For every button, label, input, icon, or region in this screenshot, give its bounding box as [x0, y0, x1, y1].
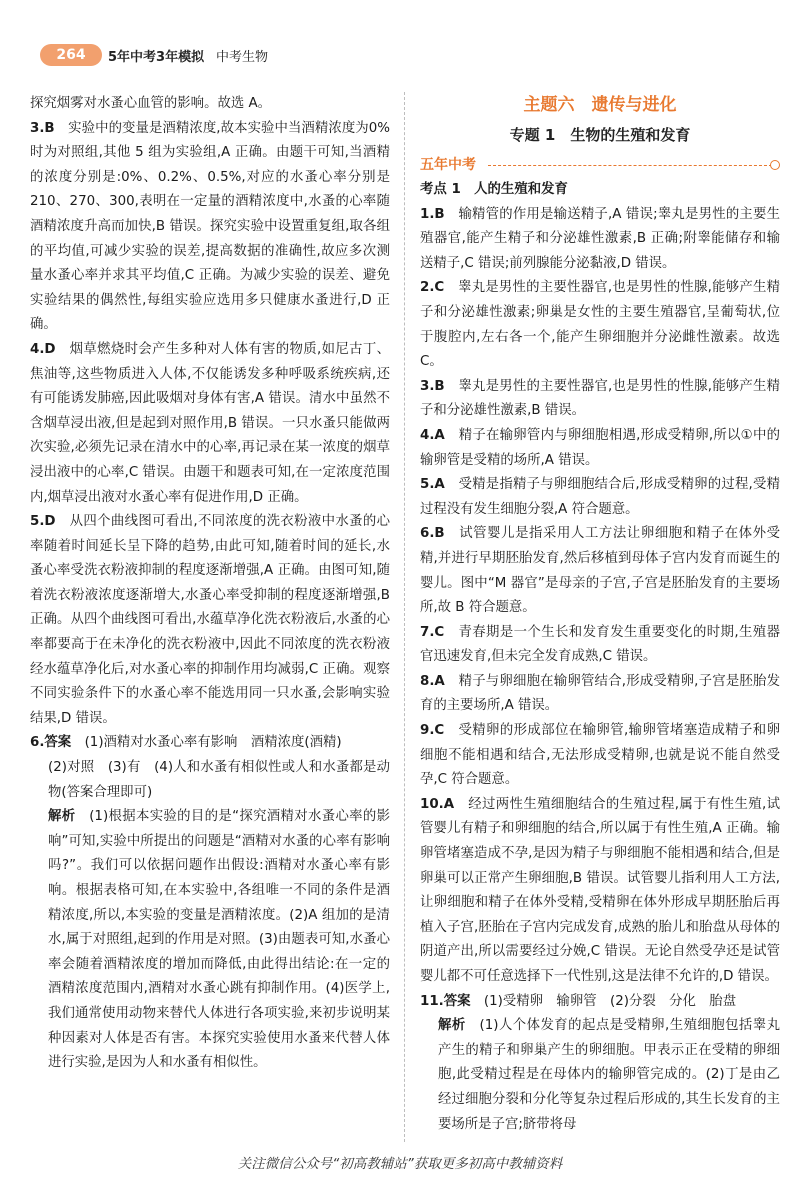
column-divider — [404, 92, 405, 1142]
left-column — [30, 92, 390, 1076]
answer-item: 探究烟雾对水蚤心血管的影响。故选 A。 — [30, 96, 272, 111]
answer-item: 11.答案 (1)受精卵 输卵管 (2)分裂 分化 胎盘 — [420, 993, 737, 1009]
explanation-item: 解析 (1)人个体发育的起点是受精卵,生殖细胞包括睾丸产生的精子和卵巢产生的卵细胞。甲表示正在受精的卵细胞,此受精过程是在母体内的输卵管完成的。(2)丁是由乙经过细胞分裂和分化等复杂过程后形成的,其生长发育的主要场所是子宫;脐带将母 — [438, 1018, 781, 1132]
page-header — [0, 0, 800, 80]
answer-item: 6.B 试管婴儿是指采用人工方法让卵细胞和精子在体外受精,并进行早期胚胎发育,然后移植到母体子宫内发育而诞生的婴儿。图中“M 器官”是母亲的子宫,子宫是胚胎发育的主要场所,故 B 符合题意。 — [420, 526, 781, 616]
answer-item: 5.A 受精是指精子与卵细胞结合后,形成受精卵的过程,受精过程没有发生细胞分裂,A 符合题意。 — [420, 477, 781, 517]
book-subtitle: 中考生物 — [216, 50, 269, 65]
explanation-item: 解析 (1)根据本实验的目的是“探究酒精对水蚤心率的影响”可知,实验中所提出的问题是“酒精对水蚤的心率有影响吗?”。我们可以依据问题作出假设:酒精对水蚤心率有影响。根据表格可知,在本实验中,各组唯一不同的条件是酒精浓度,所以,本实验的变量是酒精浓度。(2)A 组加的是清水,属于对照组,起到的作用是对照。(3)由题表可知,水蚤心率会随着酒精浓度的增加而降低,由此得出结论:在一定的酒精浓度范围内,酒精对水蚤心跳有抑制作用。(4)医学上,我们通常使用动物来替代人体进行各项实验,来初步说明某种因素对人体是否有害。本探究实验使用水蚤来代替人体进行实验,是因为人和水蚤有相似性。 — [48, 809, 391, 1071]
answer-item: 7.C 青春期是一个生长和发育发生重要变化的时期,生殖器官迅速发育,但未完全发育成熟,C 错误。 — [420, 624, 780, 665]
section-dot-icon — [770, 160, 780, 170]
kaodian-heading: 考点 1 人的生殖和发育 — [420, 182, 568, 197]
answer-item: 4.D 烟草燃烧时会产生多种对人体有害的物质,如尼古丁、焦油等,这些物质进入人体,不仅能诱发多种呼吸系统疾病,还有可能诱发肺癌,因此吸烟对身体有害,A 错误。清水中虽然不含烟草浸出液,但是起到对照作用,B 错误。一只水蚤只能做两次实验,必须先记录在清水中的心率,再记录在某一浓度的烟草浸出液中的心率,C 错误。由题干和题表可知,在一定浓度范围内,烟草浸出液对水蚤心率有促进作用,D 正确。 — [30, 341, 391, 505]
right-column — [420, 92, 780, 1137]
answer-item: 10.A 经过两性生殖细胞结合的生殖过程,属于有性生殖,试管婴儿有精子和卵细胞的结合,所以属于有性生殖,A 正确。输卵管堵塞造成不孕,是因为精子与卵细胞不能相遇和结合,但是卵巢可以正常产生卵细胞,B 错误。试管婴儿指利用人工方法,让卵细胞和精子在体外受精,受精卵在体外形成早期胚胎后再植入子宫,胚胎在子宫内完成发育,成熟的胎儿和胎盘从母体的阴道产出,所以需要经过分娩,C 错误。无论自然受孕还是试管婴儿都不可任意选择下一代性别,这是法律不允许的,D 错误。 — [420, 796, 781, 984]
answer-item: (2)对照 (3)有 (4)人和水蚤有相似性或人和水蚤都是动物(答案合理即可) — [48, 760, 390, 800]
answer-item: 2.C 睾丸是男性的主要性器官,也是男性的性腺,能够产生精子和分泌雄性激素;卵巢是女性的主要生殖器官,呈葡萄状,位于腹腔内,左右各一个,能产生卵细胞并分泌雌性激素。故选 C。 — [420, 280, 780, 370]
answer-item: 5.D 从四个曲线图可看出,不同浓度的洗衣粉液中水蚤的心率随着时间延长呈下降的趋势,由此可知,随着时间的延长,水蚤心率受洗衣粉液抑制的程度逐渐增强,A 正确。由图可知,随着洗衣粉液浓度逐渐增大,水蚤心率受抑制的程度逐渐增强,B 正确。从四个曲线图可看出,水蕴草净化洗衣粉液后,水蚤的心率都要高于在未净化的洗衣粉液中,因此不同浓度的洗衣粉液经水蕴草净化后,对水蚤心率的抑制作用均减弱,C 正确。观察不同实验条件下的水蚤心率不能选用同一只水蚤,会影响实验结果,D 错误。 — [30, 514, 391, 726]
book-title: 5年中考3年模拟 — [108, 50, 205, 65]
section-label: 五年中考 — [420, 157, 476, 173]
answer-item: 1.B 输精管的作用是输送精子,A 错误;睾丸是男性的主要生殖器官,能产生精子和分泌雄性激素,B 正确;附睾能储存和输送精子,C 错误;前列腺能分泌黏液,D 错误。 — [420, 206, 781, 271]
topic-subtitle: 专题 1 生物的生殖和发育 — [509, 126, 691, 144]
page-number-badge: 264 — [40, 44, 102, 66]
section-line — [488, 165, 772, 166]
answer-item: 6.答案 (1)酒精对水蚤心率有影响 酒精浓度(酒精) — [30, 735, 342, 751]
answer-item: 3.B 睾丸是男性的主要性器官,也是男性的性腺,能够产生精子和分泌雄性激素,B 错误。 — [420, 378, 780, 419]
answer-item: 4.A 精子在输卵管内与卵细胞相遇,形成受精卵,所以①中的输卵管是受精的场所,A 错误。 — [420, 427, 780, 468]
section-bar — [420, 152, 780, 178]
topic-title: 主题六 遗传与进化 — [523, 95, 677, 115]
footer-note: 关注微信公众号“初高教辅站”获取更多初高中教辅资料 — [237, 1156, 563, 1172]
answer-item: 8.A 精子与卵细胞在输卵管结合,形成受精卵,子宫是胚胎发育的主要场所,A 错误。 — [420, 673, 781, 714]
answer-item: 9.C 受精卵的形成部位在输卵管,输卵管堵塞造成精子和卵细胞不能相遇和结合,无法形成受精卵,也就是说不能自然受孕,C 符合题意。 — [420, 723, 780, 788]
answer-item: 3.B 实验中的变量是酒精浓度,故本实验中当酒精浓度为0%时为对照组,其他 5 组为实验组,A 正确。由题干可知,当酒精的浓度分别是:0%、0.2%、0.5%,对应的水蚤心率分别是 210、270、300,表明在一定量的酒精浓度中,水蚤的心率随酒精浓度升高而加快,B 错误。探究实验中设置重复组,取各组的平均值,可减少实验的误差,提高数据的准确性,故应多次测量水蚤心率并求其平均值,C 正确。为减少实验的误差、避免实验结果的偶然性,每组实验应选用多只健康水蚤进行,D 正确。 — [30, 120, 391, 333]
